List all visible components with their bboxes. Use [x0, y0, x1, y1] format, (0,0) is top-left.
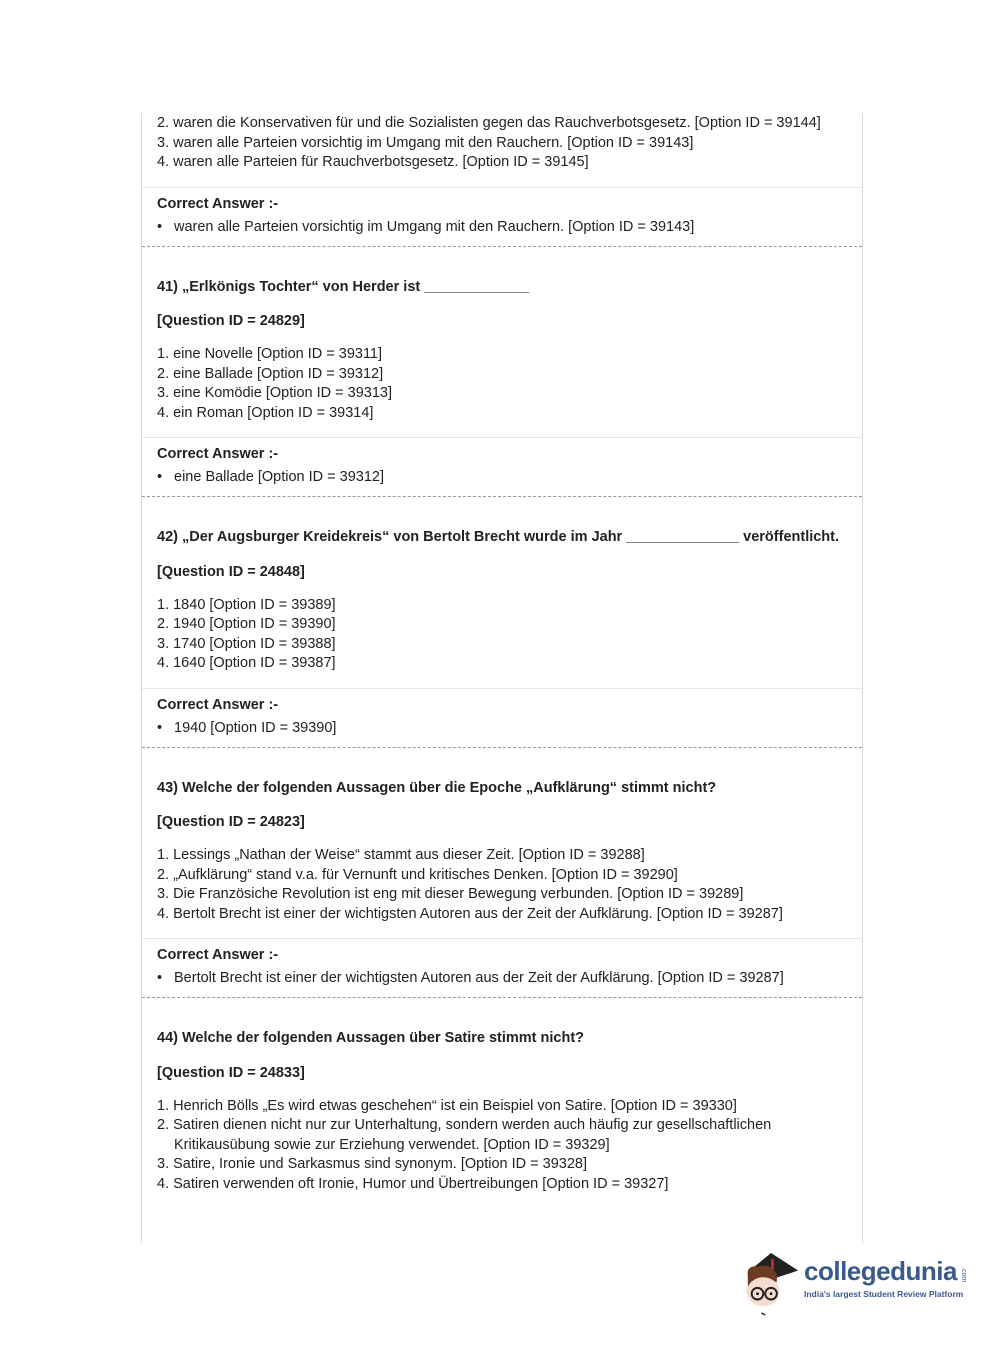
question-id: [Question ID = 24833]	[157, 1064, 305, 1081]
correct-answer: eine Ballade [Option ID = 39312]	[174, 469, 384, 485]
logo-tagline: India's largest Student Review Platform	[804, 1289, 964, 1299]
correct-answer-label: Correct Answer :-	[157, 195, 279, 212]
option: 3. Die Französiche Revolution ist eng mit dieser Bewegung verbunden. [Option ID = 39289]	[157, 886, 744, 902]
option: 4. Satiren verwenden oft Ironie, Humor und Übertreibungen [Option ID = 39327]	[157, 1175, 669, 1192]
collegedunia-logo	[742, 1248, 967, 1320]
question-id: [Question ID = 24823]	[157, 814, 305, 830]
question-title: 42) „Der Augsburger Kreidekreis“ von Bertolt Brecht wurde im Jahr ______________ veröffentlicht.	[157, 529, 840, 545]
option: 1. 1840 [Option ID = 39389]	[157, 596, 336, 613]
correct-answer-section	[142, 438, 862, 497]
correct-answer-label: Correct Answer :-	[157, 446, 279, 462]
question-block	[142, 497, 862, 689]
correct-answer-section	[142, 689, 862, 748]
option: 4. Bertolt Brecht ist einer der wichtigsten Autoren aus der Zeit der Aufklärung. [Option ID = 39287]	[157, 905, 783, 922]
logo-name: collegedunia	[804, 1256, 957, 1286]
correct-answer-section	[142, 188, 862, 247]
option: 1. Henrich Bölls „Es wird etwas geschehen“ ist ein Beispiel von Satire. [Option ID = 39330]	[157, 1097, 737, 1114]
bullet-icon: •	[157, 719, 163, 736]
question-id: [Question ID = 24848]	[157, 563, 305, 580]
bullet-icon: •	[157, 970, 163, 986]
question-id: [Question ID = 24829]	[157, 313, 305, 329]
question-block	[142, 748, 862, 940]
question-title: 41) „Erlkönigs Tochter“ von Herder ist _____________	[157, 278, 530, 295]
option: 2. „Aufklärung“ stand v.a. für Vernunft und kritisches Denken. [Option ID = 39290]	[157, 866, 678, 883]
previous-question-options	[142, 113, 862, 188]
correct-answer: Bertolt Brecht ist einer der wichtigsten Autoren aus der Zeit der Aufklärung. [Option ID = 39287]	[174, 970, 784, 986]
correct-answer-label: Correct Answer :-	[157, 696, 279, 713]
question-title: 43) Welche der folgenden Aussagen über die Epoche „Aufklärung“ stimmt nicht?	[157, 779, 717, 796]
correct-answer-label: Correct Answer :-	[157, 947, 279, 963]
option: 2. eine Ballade [Option ID = 39312]	[157, 365, 384, 382]
correct-answer: 1940 [Option ID = 39390]	[174, 719, 337, 736]
question-title: 44) Welche der folgenden Aussagen über Satire stimmt nicht?	[157, 1030, 585, 1046]
option: 3. waren alle Parteien vorsichtig im Umgang mit den Rauchern. [Option ID = 39143]	[157, 134, 694, 151]
option: 1. Lessings „Nathan der Weise“ stammt aus dieser Zeit. [Option ID = 39288]	[157, 847, 645, 863]
option: 4. 1640 [Option ID = 39387]	[157, 655, 336, 671]
mascot-icon	[742, 1248, 802, 1320]
bullet-icon: •	[157, 218, 163, 235]
bullet-icon: •	[157, 469, 163, 485]
option: 2. waren die Konservativen für und die Sozialisten gegen das Rauchverbotsgesetz. [Option ID = 39144]	[157, 115, 821, 131]
correct-answer: waren alle Parteien vorsichtig im Umgang mit den Rauchern. [Option ID = 39143]	[174, 218, 695, 235]
option: 4. waren alle Parteien für Rauchverbotsgesetz. [Option ID = 39145]	[157, 154, 589, 170]
question-paper	[141, 113, 863, 1243]
option: 4. ein Roman [Option ID = 39314]	[157, 404, 374, 421]
correct-answer-section	[142, 939, 862, 998]
option: 1. eine Novelle [Option ID = 39311]	[157, 346, 383, 362]
question-block	[142, 247, 862, 439]
option: 3. Satire, Ironie und Sarkasmus sind synonym. [Option ID = 39328]	[157, 1156, 587, 1172]
logo-suffix: .com	[959, 1266, 967, 1282]
option: 3. 1740 [Option ID = 39388]	[157, 635, 336, 652]
option: 2. Satiren dienen nicht nur zur Unterhaltung, sondern werden auch häufig zur gesellschaftlichen Kritikausübung sowie zur Erziehung verwendet. [Option ID = 39329]	[157, 1117, 772, 1153]
option: 2. 1940 [Option ID = 39390]	[157, 616, 336, 632]
question-block	[142, 998, 862, 1208]
option: 3. eine Komödie [Option ID = 39313]	[157, 385, 392, 401]
